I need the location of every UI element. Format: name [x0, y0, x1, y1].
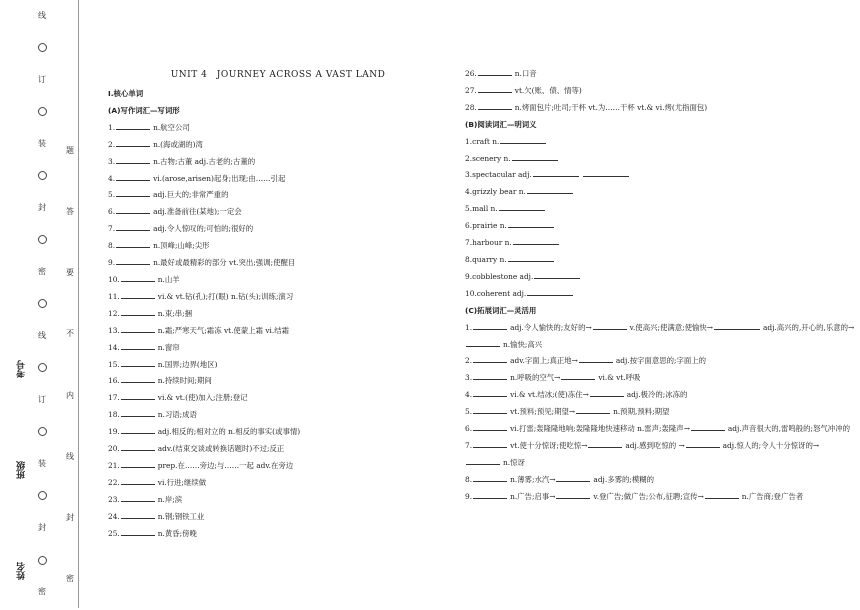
- answer-blank[interactable]: [478, 67, 512, 76]
- answer-blank[interactable]: [473, 439, 507, 448]
- list-item: [465, 252, 855, 269]
- seal-char: 封: [66, 513, 74, 523]
- answer-blank[interactable]: [121, 510, 155, 519]
- item-definition: n.习语;成语: [157, 410, 197, 420]
- answer-blank[interactable]: [121, 273, 155, 282]
- answer-blank[interactable]: [583, 168, 629, 177]
- seal-column-outer: [37, 0, 47, 608]
- student-info-labels: [14, 360, 28, 580]
- answer-blank[interactable]: [121, 391, 155, 400]
- item-definition: n.国界;边界(地区): [157, 359, 218, 369]
- list-item: 2. adv.字面上;真正地→ adj.按字面意思的;字面上的: [465, 356, 707, 366]
- seal-char: 密: [66, 574, 74, 584]
- seal-char: 要: [66, 268, 74, 278]
- seal-char: 装: [38, 138, 46, 148]
- answer-blank[interactable]: [508, 219, 554, 228]
- answer-blank[interactable]: [121, 527, 155, 536]
- answer-blank[interactable]: [121, 408, 155, 417]
- item-definition: vi.& vt.(使)加入;注册;登记: [157, 393, 248, 403]
- answer-blank[interactable]: [579, 354, 613, 363]
- circle-icon: [38, 299, 47, 308]
- item-number: 4.: [465, 187, 473, 197]
- item-number: 24.: [108, 511, 120, 521]
- item-definition: n.窗帘: [157, 342, 180, 352]
- item-number: 26.: [465, 69, 477, 78]
- list-item: [108, 238, 448, 255]
- item-number: 3.: [108, 156, 116, 166]
- list-item: [108, 509, 448, 526]
- item-definition: adj.巨大的;非常严重的: [153, 190, 229, 200]
- answer-blank[interactable]: [473, 354, 507, 363]
- list-item: 1. adj.令人愉快的;友好的→ v.使高兴;使满意;使愉快→ adj.高兴的,开心的,乐意的→n.愉快;高兴: [465, 322, 855, 349]
- list-item: 6. vi.打雷;轰隆隆地响;轰隆隆地快速移动 n.雷声;轰隆声→ adj.声音很大的,雷鸣般的;怒气冲冲的: [465, 424, 850, 434]
- unit-title: UNIT 4 JOURNEY ACROSS A VAST LAND: [170, 70, 386, 80]
- item-number: 20.: [108, 444, 120, 454]
- list-item: [108, 120, 448, 137]
- answer-blank[interactable]: [121, 307, 155, 316]
- seal-char: 订: [38, 74, 46, 84]
- seal-char: 线: [66, 451, 74, 461]
- item-number: 21.: [108, 460, 120, 470]
- answer-blank[interactable]: [121, 493, 155, 502]
- list-item: [465, 184, 855, 201]
- answer-blank[interactable]: [508, 253, 554, 262]
- item-word: craft n.: [472, 136, 500, 146]
- writing-vocab-list-continued: [465, 66, 855, 117]
- circle-icon: [38, 363, 47, 372]
- item-definition: n.持续时间;期间: [157, 376, 212, 386]
- answer-blank[interactable]: [466, 338, 500, 347]
- answer-blank[interactable]: [473, 473, 507, 482]
- answer-blank[interactable]: [116, 205, 150, 214]
- item-definition: adv.(结束交谈或转换话题时)不过;反正: [157, 444, 285, 454]
- class-label: 班级: [16, 461, 27, 479]
- list-item: [108, 340, 448, 357]
- item-number: 10.: [465, 288, 477, 298]
- list-item: [108, 137, 448, 154]
- list-item: [465, 286, 855, 303]
- list-item: [108, 154, 448, 171]
- answer-blank[interactable]: [121, 374, 155, 383]
- item-number: 15.: [108, 359, 120, 369]
- list-item: [465, 269, 855, 286]
- circle-icon: [38, 556, 47, 565]
- answer-blank[interactable]: [500, 135, 546, 144]
- list-item: [108, 204, 448, 221]
- right-column: [465, 66, 855, 506]
- item-definition: vi.行进;继续做: [157, 477, 207, 487]
- answer-blank[interactable]: [473, 371, 507, 380]
- circle-icon: [38, 427, 47, 436]
- answer-blank[interactable]: [478, 101, 512, 110]
- list-item: 9. n.广告;启事→ v.登广告;做广告;公布,征聘;宣传→ n.广告商;登广告者: [465, 491, 804, 501]
- item-number: 11.: [108, 291, 120, 301]
- item-definition: n.黄昏;傍晚: [157, 528, 197, 538]
- seal-char: 装: [38, 458, 46, 468]
- answer-blank[interactable]: [473, 388, 507, 397]
- binding-line: [78, 0, 79, 608]
- answer-blank[interactable]: [534, 270, 580, 279]
- answer-blank[interactable]: [121, 290, 155, 299]
- circle-icon: [38, 491, 47, 500]
- circle-icon: [38, 107, 47, 116]
- item-definition: n.古物;古董 adj.古老的;古董的: [153, 156, 256, 166]
- item-word: scenery n.: [472, 153, 511, 163]
- list-item: [465, 201, 855, 218]
- item-definition: n.航空公司: [153, 122, 190, 132]
- item-number: 6.: [465, 221, 473, 231]
- answer-blank[interactable]: [513, 236, 559, 245]
- item-definition: n.烤面包片;吐司;干杯 vt.为……干杯 vt.& vi.烤(尤指面包): [514, 102, 708, 112]
- item-number: 2.: [108, 139, 116, 149]
- item-number: 1.: [465, 136, 473, 146]
- answer-blank[interactable]: [116, 172, 150, 181]
- list-item: [108, 475, 448, 492]
- list-item: [108, 187, 448, 204]
- item-word: harbour n.: [472, 238, 512, 248]
- item-word: coherent adj.: [476, 288, 527, 298]
- item-definition: n.口音: [514, 69, 537, 78]
- item-number: 27.: [465, 85, 477, 95]
- answer-blank[interactable]: [478, 84, 512, 93]
- answer-blank[interactable]: [499, 202, 545, 211]
- list-item: [465, 83, 855, 100]
- answer-blank[interactable]: [512, 152, 558, 161]
- item-definition: n.束;串;捆: [157, 308, 193, 318]
- item-number: 7.: [465, 238, 473, 248]
- list-item: [108, 441, 448, 458]
- seal-char: 题: [66, 145, 74, 155]
- answer-blank[interactable]: [116, 121, 150, 130]
- item-number: 1.: [108, 122, 116, 132]
- item-number: 4.: [108, 173, 116, 183]
- list-item: [465, 218, 855, 235]
- circle-icon: [38, 235, 47, 244]
- item-definition: vt.欠(账、债、情等): [514, 85, 582, 95]
- section-b-heading: (B)阅读词汇—明词义: [465, 119, 537, 129]
- answer-blank[interactable]: [121, 358, 155, 367]
- item-definition: adj.令人惊叹的;可怕的;很好的: [153, 224, 254, 234]
- item-number: 19.: [108, 427, 120, 437]
- item-word: prairie n.: [472, 221, 507, 231]
- left-column: [108, 66, 448, 542]
- item-number: 25.: [108, 528, 120, 538]
- exam-number-label: 考号: [16, 360, 27, 378]
- seal-char: 不: [66, 329, 74, 339]
- answer-blank[interactable]: [121, 459, 155, 468]
- circle-icon: [38, 171, 47, 180]
- section-c-heading: (C)拓展词汇—灵活用: [465, 305, 537, 315]
- answer-blank[interactable]: [116, 239, 150, 248]
- item-number: 7.: [108, 224, 116, 234]
- list-item: [465, 100, 855, 117]
- seal-char: 内: [66, 390, 74, 400]
- item-definition: n.岸;滨: [157, 494, 183, 504]
- answer-blank[interactable]: [473, 490, 507, 499]
- answer-blank[interactable]: [473, 422, 507, 431]
- item-definition: adj.准备前往(某地);一定会: [153, 207, 242, 217]
- item-number: 17.: [108, 393, 120, 403]
- item-number: 9.: [465, 271, 473, 281]
- list-item: [108, 492, 448, 509]
- item-definition: vi.(arose,arisen)起身;出现;由……引起: [153, 173, 286, 183]
- list-item: 4. vi.& vt.结冰;(使)冻住→ adj.极冷的;冰冻的: [465, 390, 688, 400]
- list-item: 5. vt.预料;预见;期望→ n.预期,预料;期望: [465, 407, 670, 417]
- answer-blank[interactable]: [116, 188, 150, 197]
- answer-blank[interactable]: [686, 439, 720, 448]
- list-item: [108, 357, 448, 374]
- item-definition: n.钢;钢铁工业: [157, 511, 205, 521]
- answer-blank[interactable]: [556, 490, 590, 499]
- item-number: 2.: [465, 153, 473, 163]
- item-number: 10.: [108, 274, 120, 284]
- answer-blank[interactable]: [527, 185, 573, 194]
- list-item: [465, 151, 855, 168]
- item-word: mall n.: [472, 204, 498, 214]
- item-definition: n.顶峰;山峰;尖形: [153, 241, 210, 251]
- item-definition: n.霜;严寒天气;霜冻 vt.使蒙上霜 vi.结霜: [157, 325, 290, 335]
- item-word: spectacular adj.: [472, 170, 532, 180]
- reading-vocab-list: [465, 134, 855, 303]
- item-definition: vi.& vt.钻(孔);打(眼) n.钻(头);训练;演习: [157, 291, 294, 301]
- answer-blank[interactable]: [527, 287, 573, 296]
- item-number: 8.: [465, 254, 473, 264]
- list-item: [108, 407, 448, 424]
- item-number: 18.: [108, 410, 120, 420]
- item-number: 5.: [465, 204, 473, 214]
- list-item: [465, 235, 855, 252]
- seal-char: 线: [38, 10, 46, 20]
- item-number: 9.: [108, 258, 116, 268]
- seal-char: 封: [38, 523, 46, 532]
- section-heading: Ⅰ.核心单词: [108, 89, 144, 98]
- list-item: [108, 458, 448, 475]
- answer-blank[interactable]: [116, 138, 150, 147]
- list-item: [108, 390, 448, 407]
- list-item: [108, 373, 448, 390]
- answer-blank[interactable]: [121, 425, 155, 434]
- item-number: 8.: [108, 241, 116, 251]
- answer-blank[interactable]: [116, 155, 150, 164]
- seal-char: 订: [38, 394, 46, 404]
- list-item: 8. n.薄雾;水汽→ adj.多雾的;模糊的: [465, 474, 655, 484]
- seal-char: 封: [38, 202, 46, 212]
- answer-blank[interactable]: [116, 256, 150, 265]
- circle-icon: [38, 43, 47, 52]
- list-item: [108, 306, 448, 323]
- item-definition: prep.在……旁边;与……一起 adv.在旁边: [157, 460, 294, 470]
- answer-blank[interactable]: [576, 405, 610, 414]
- item-number: 6.: [108, 207, 116, 217]
- list-item: [465, 134, 855, 151]
- list-item: [108, 255, 448, 272]
- answer-blank[interactable]: [556, 473, 590, 482]
- answer-blank[interactable]: [473, 321, 507, 330]
- list-item: [108, 272, 448, 289]
- answer-blank[interactable]: [473, 405, 507, 414]
- binding-margin: [0, 0, 90, 608]
- item-number: 28.: [465, 102, 477, 112]
- list-item: [108, 323, 448, 340]
- item-word: grizzly bear n.: [472, 187, 526, 197]
- answer-blank[interactable]: [466, 456, 500, 465]
- seal-column-inner: [65, 120, 75, 610]
- answer-blank[interactable]: [121, 442, 155, 451]
- answer-blank[interactable]: [590, 388, 624, 397]
- item-number: 12.: [108, 308, 120, 318]
- item-definition: n.(海或湖的)湾: [153, 139, 203, 149]
- item-word: quarry n.: [472, 254, 507, 264]
- item-definition: adj.相反的;相对立的 n.相反的事实(或事情): [157, 427, 301, 437]
- item-number: 14.: [108, 342, 120, 352]
- answer-blank[interactable]: [691, 422, 725, 431]
- list-item: [108, 289, 448, 306]
- list-item: [108, 526, 448, 543]
- section-a-heading: (A)写作词汇—写词形: [108, 105, 180, 115]
- writing-vocab-list: [108, 120, 448, 543]
- seal-char: 答: [66, 206, 74, 216]
- answer-blank[interactable]: [593, 321, 627, 330]
- item-number: 16.: [108, 376, 120, 386]
- seal-char: 密: [38, 266, 46, 276]
- answer-blank[interactable]: [121, 324, 155, 333]
- item-number: 22.: [108, 477, 120, 487]
- list-item: [465, 167, 855, 184]
- answer-blank[interactable]: [588, 439, 622, 448]
- list-item: 7. vt.使十分惊讶;使吃惊→ adj.感到吃惊的 → adj.惊人的;令人十分惊讶的→n.惊讶: [465, 440, 820, 467]
- item-definition: n.山羊: [157, 274, 180, 284]
- seal-char: 密: [38, 587, 46, 597]
- list-item: [108, 171, 448, 188]
- answer-blank[interactable]: [561, 371, 595, 380]
- item-number: 3.: [465, 170, 473, 180]
- list-item: [108, 221, 448, 238]
- name-label: 姓名: [16, 562, 27, 580]
- answer-blank[interactable]: [705, 490, 739, 499]
- answer-blank[interactable]: [121, 341, 155, 350]
- item-number: 23.: [108, 494, 120, 504]
- answer-blank[interactable]: [714, 321, 760, 330]
- answer-blank[interactable]: [116, 222, 150, 231]
- list-item: [465, 66, 855, 83]
- list-item: 3. n.呼吸的空气→ vi.& vt.呼吸: [465, 373, 641, 383]
- answer-blank[interactable]: [121, 476, 155, 485]
- seal-char: 线: [38, 330, 46, 340]
- list-item: [108, 424, 448, 441]
- answer-blank[interactable]: [533, 168, 579, 177]
- item-definition: n.最好或最精彩的部分 vt.突出;强调;使醒目: [153, 258, 296, 268]
- item-number: 13.: [108, 325, 120, 335]
- item-number: 5.: [108, 190, 116, 200]
- item-word: cobblestone adj.: [472, 271, 534, 281]
